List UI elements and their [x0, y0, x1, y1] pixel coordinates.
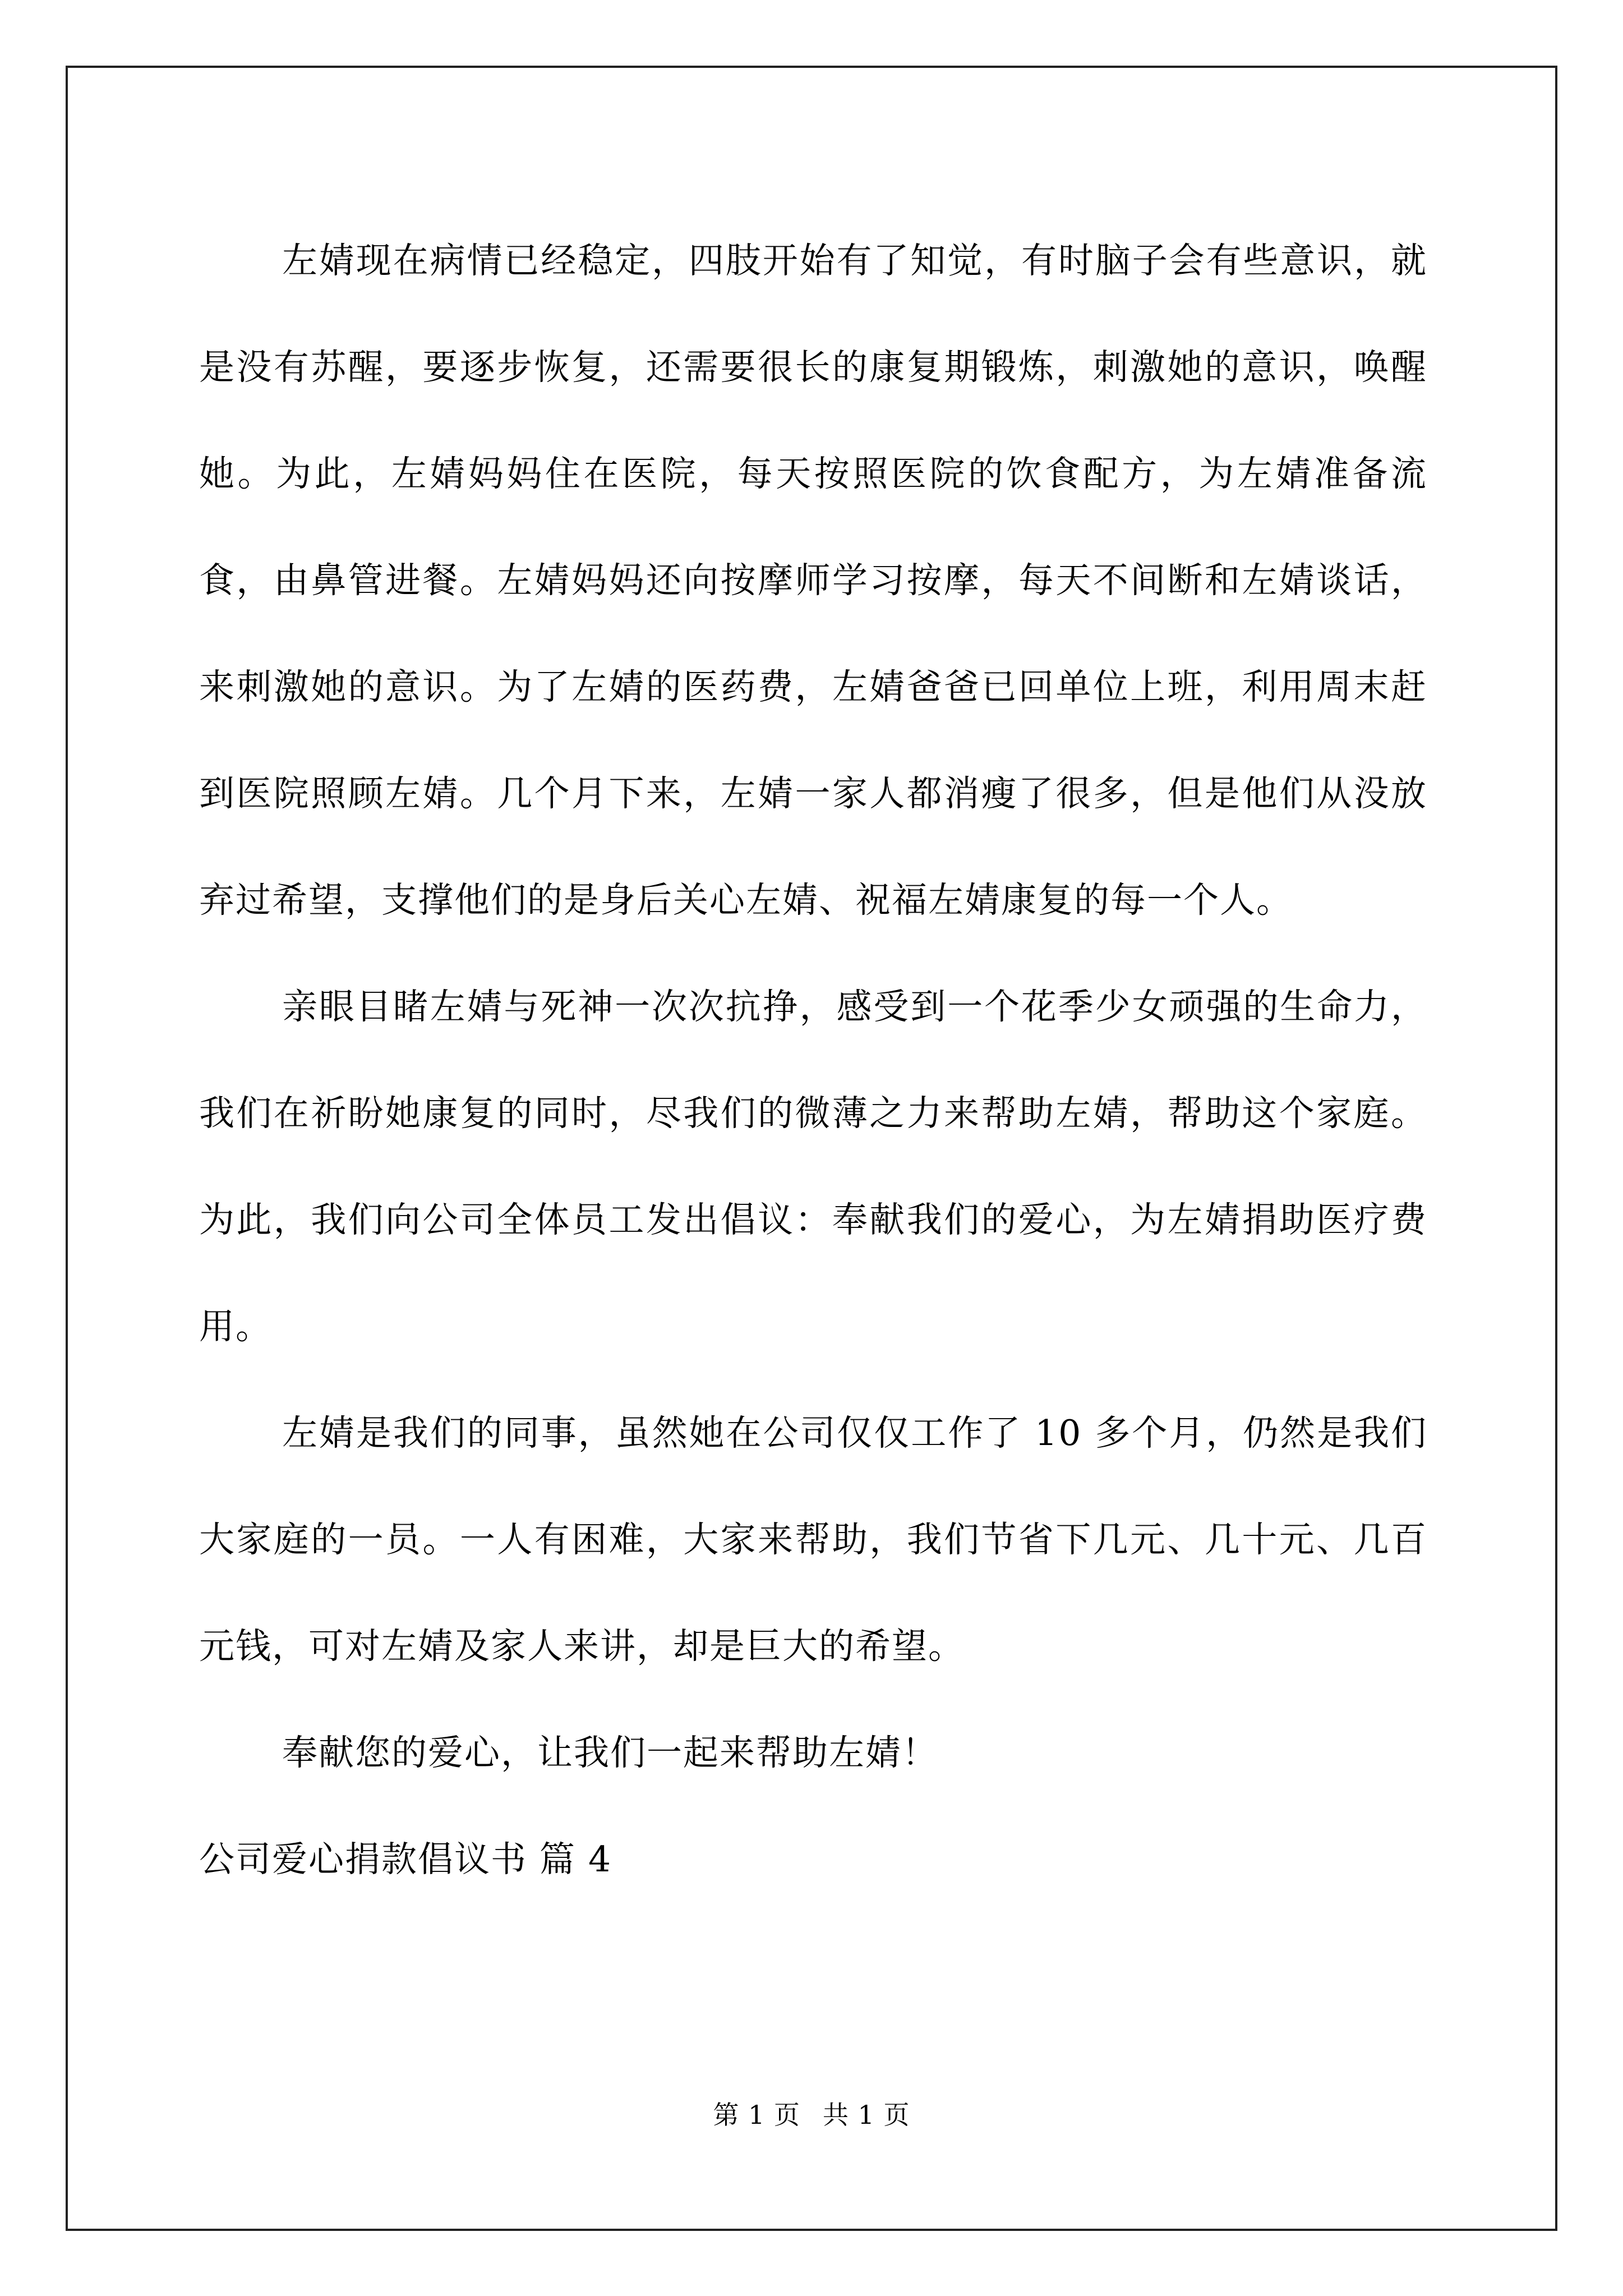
paragraph-1: 左婧现在病情已经稳定，四肢开始有了知觉，有时脑子会有些意识，就是没有苏醒，要逐步恢复，还需要很长的康复期锻炼，刺激她的意识，唤醒她。为此，左婧妈妈住在医院，每天按照医院的饮食配方，为左婧准备流食，由鼻管进餐。左婧妈妈还向按摩师学习按摩，每天不间断和左婧谈话，来刺激她的意识。为了左婧的医药费，左婧爸爸已回单位上班，利用周末赶到医院照顾左婧。几个月下来，左婧一家人都消瘦了很多，但是他们从没放弃过希望，支撑他们的是身后关心左婧、祝福左婧康复的每一个人。 [199, 240, 1427, 921]
paragraph-4: 奉献您的爱心，让我们一起来帮助左婧！ [282, 1732, 938, 1773]
page-footer [0, 2098, 1623, 2132]
document-body [199, 208, 1427, 1913]
paragraph-3: 左婧是我们的同事，虽然她在公司仅仅工作了 10 多个月，仍然是我们大家庭的一员。一人有困难，大家来帮助，我们节省下几元、几十元、几百元钱，可对左婧及家人来讲，却是巨大的希望。 [199, 1412, 1427, 1667]
page-total: 共 1 页 [823, 2100, 910, 2130]
paragraph-2: 亲眼目睹左婧与死神一次次抗挣，感受到一个花季少女顽强的生命力，我们在祈盼她康复的同时，尽我们的微薄之力来帮助左婧，帮助这个家庭。为此，我们向公司全体员工发出倡议：奉献我们的爱心，为左婧捐助医疗费用。 [199, 986, 1427, 1347]
section-heading: 公司爱心捐款倡议书 篇 4 [199, 1839, 612, 1880]
page-number: 第 1 页 [713, 2100, 800, 2130]
